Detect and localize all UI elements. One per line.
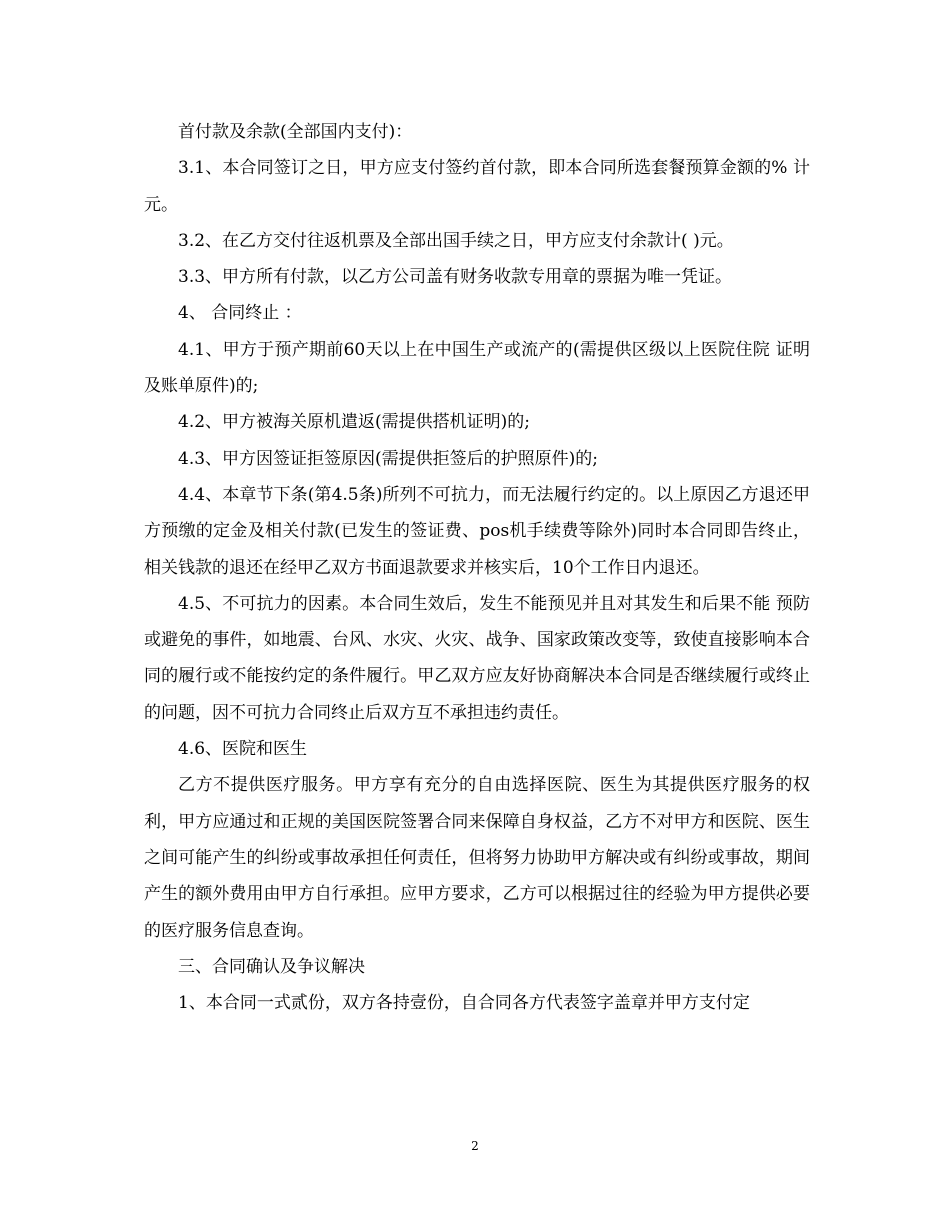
paragraph-section-3-heading: 三、合同确认及争议解决 — [178, 956, 365, 977]
paragraph-clause-4-6-heading: 4.6、医院和医生 — [178, 739, 308, 760]
paragraph-medical-service: 乙方不提供医疗服务。甲方享有充分的自由选择医院、医生为其提供医疗服务的权利，甲方应通过和正规的美国医院签署合同来保障自身权益，乙方不对甲方和医院、医生之间可能产生的纠纷或事故承担任何责任，但将努力协助甲方解决或有纠纷或事故，期间产生的额外费用由甲方自行承担。应甲方要求，乙方可以根据过往的经验为甲方提供必要的医疗服务信息查询。 — [144, 775, 810, 941]
paragraph-payment-heading: 首付款及余款(全部国内支付)： — [178, 122, 413, 142]
paragraph-clause-3-1: 3.1、本合同签订之日，甲方应支付签约首付款，即本合同所选套餐预算金额的% 计元。 — [144, 158, 810, 215]
paragraph-clause-3-3: 3.3、甲方所有付款，以乙方公司盖有财务收款专用章的票据为唯一凭证。 — [178, 267, 733, 288]
document-body — [144, 114, 810, 1021]
paragraph-clause-4-3: 4.3、甲方因签证拒签原因(需提供拒签后的护照原件)的; — [178, 448, 599, 469]
paragraph-section-3-clause-1: 1、本合同一式贰份，双方各持壹份，自合同各方代表签字盖章并甲方支付定 — [178, 993, 750, 1014]
paragraph-clause-4-5: 4.5、不可抗力的因素。本合同生效后，发生不能预见并且对其发生和后果不能 预防或避免的事件，如地震、台风、水灾、火灾、战争、国家政策改变等，致使直接影响本合同的履行或不能按约定的条件履行。甲乙双方应友好协商解决本合同是否继续履行或终止的问题，因不可抗力合同终止后双方互不承担违约责任。 — [144, 593, 810, 723]
paragraph-clause-4-2: 4.2、甲方被海关原机遣返(需提供搭机证明)的; — [178, 412, 531, 433]
paragraph-clause-3-2: 3.2、在乙方交付往返机票及全部出国手续之日，甲方应支付余款计( )元。 — [178, 230, 734, 251]
paragraph-clause-4-1: 4.1、甲方于预产期前60天以上在中国生产或流产的(需提供区级以上医院住院 证明及账单原件)的; — [144, 339, 810, 397]
paragraph-clause-4-4: 4.4、本章节下条(第4.5条)所列不可抗力，而无法履行约定的。以上原因乙方退还甲方预缴的定金及相关付款(已发生的签证费、pos机手续费等除外)同时本合同即告终止，相关钱款的退还在经甲乙双方书面退款要求并核实后，10个工作日内退还。 — [144, 484, 810, 578]
paragraph-clause-4-heading: 4、 合同终止 ： — [178, 303, 302, 324]
page-number: 2 — [471, 1139, 479, 1153]
